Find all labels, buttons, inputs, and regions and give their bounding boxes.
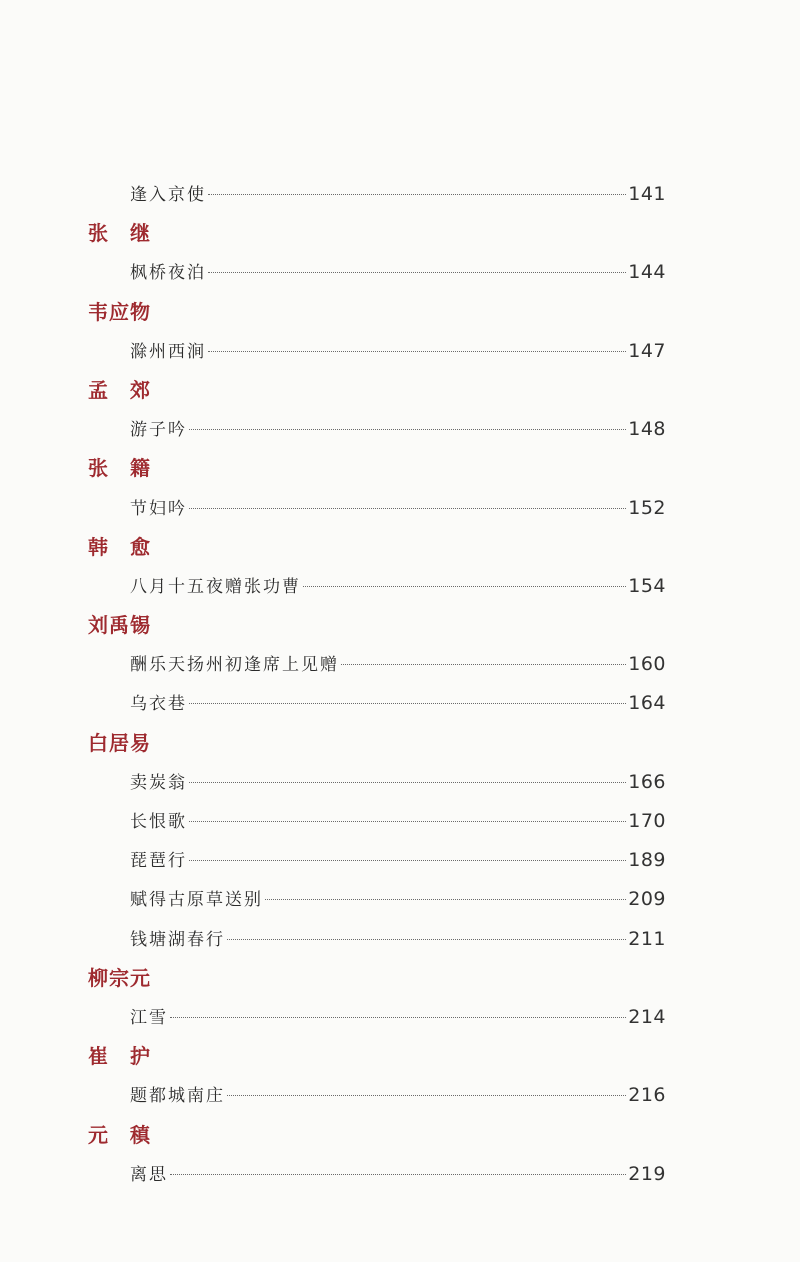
dotted-leader <box>265 899 626 900</box>
dotted-leader <box>189 860 626 861</box>
dotted-leader <box>341 664 626 665</box>
author-name: 张 继 <box>88 221 151 246</box>
page-number: 216 <box>628 1084 666 1107</box>
poem-title: 酬乐天扬州初逢席上见赠 <box>130 655 339 676</box>
toc-entry-line[interactable] <box>130 650 666 675</box>
toc-entry <box>0 407 800 446</box>
author-row <box>0 290 800 329</box>
dotted-leader <box>189 508 626 509</box>
toc-entry <box>0 995 800 1034</box>
page-number: 141 <box>628 183 666 205</box>
toc-entry-line[interactable] <box>130 572 666 597</box>
toc-entry-line[interactable] <box>130 807 666 832</box>
toc-entry-line[interactable] <box>130 846 666 871</box>
poem-title: 卖炭翁 <box>130 772 187 793</box>
toc-entry <box>0 799 800 838</box>
dotted-leader <box>170 1174 626 1175</box>
page-number: 148 <box>628 418 666 441</box>
page-number: 144 <box>628 261 666 284</box>
dotted-leader <box>208 194 626 195</box>
author-name: 刘禹锡 <box>88 613 151 638</box>
author-name: 张 籍 <box>88 456 151 481</box>
toc-entry <box>0 486 800 525</box>
page-number: 189 <box>628 849 666 872</box>
author-name: 白居易 <box>88 730 151 755</box>
poem-title: 江雪 <box>130 1007 168 1028</box>
author-row <box>0 1113 800 1152</box>
toc-entry-line[interactable] <box>130 925 666 950</box>
table-of-contents <box>0 172 800 1191</box>
dotted-leader <box>208 351 626 352</box>
dotted-leader <box>189 821 626 822</box>
poem-title: 离思 <box>130 1164 168 1185</box>
page-number: 166 <box>628 770 666 793</box>
author-row <box>0 1034 800 1073</box>
poem-title: 题都城南庄 <box>130 1086 225 1107</box>
toc-entry <box>0 838 800 877</box>
page-number: 154 <box>628 574 666 597</box>
toc-entry <box>0 917 800 956</box>
poem-title: 琵琶行 <box>130 851 187 872</box>
toc-entry <box>0 172 800 211</box>
author-row <box>0 721 800 760</box>
toc-entry-line[interactable] <box>130 1160 666 1185</box>
toc-entry-line[interactable] <box>130 258 666 283</box>
page-number: 147 <box>628 339 666 362</box>
poem-title: 游子吟 <box>130 420 187 441</box>
author-row <box>0 211 800 250</box>
page-number: 170 <box>628 810 666 832</box>
dotted-leader <box>170 1017 626 1018</box>
toc-entry <box>0 564 800 603</box>
page-number: 211 <box>628 927 666 950</box>
page-number: 164 <box>628 692 666 715</box>
poem-title: 乌衣巷 <box>130 694 187 715</box>
dotted-leader <box>303 586 626 587</box>
toc-entry-line[interactable] <box>130 689 666 714</box>
author-name: 崔 护 <box>88 1044 151 1069</box>
toc-entry-line[interactable] <box>130 337 666 362</box>
author-name: 元 稹 <box>88 1122 151 1147</box>
poem-title: 八月十五夜赠张功曹 <box>130 576 301 597</box>
author-name: 孟 郊 <box>88 377 151 402</box>
poem-title: 赋得古原草送别 <box>130 890 263 911</box>
toc-entry-line[interactable] <box>130 885 666 910</box>
author-row <box>0 446 800 485</box>
toc-entry-line[interactable] <box>130 494 666 519</box>
dotted-leader <box>189 429 626 430</box>
poem-title: 枫桥夜泊 <box>130 263 206 284</box>
page-number: 214 <box>628 1005 666 1028</box>
dotted-leader <box>208 272 626 273</box>
toc-entry <box>0 1073 800 1112</box>
toc-entry-line[interactable] <box>130 415 666 440</box>
toc-entry <box>0 1152 800 1191</box>
poem-title: 逢入京使 <box>130 185 206 205</box>
poem-title: 滁州西涧 <box>130 341 206 362</box>
dotted-leader <box>227 939 626 940</box>
author-row <box>0 956 800 995</box>
toc-entry <box>0 250 800 289</box>
toc-entry-line[interactable] <box>130 1081 666 1106</box>
page-number: 152 <box>628 496 666 519</box>
toc-entry-line[interactable] <box>130 768 666 793</box>
toc-entry <box>0 642 800 681</box>
author-name: 柳宗元 <box>88 965 151 990</box>
dotted-leader <box>189 703 626 704</box>
page-number: 209 <box>628 888 666 911</box>
page-number: 219 <box>628 1162 666 1185</box>
dotted-leader <box>189 782 626 783</box>
dotted-leader <box>227 1095 626 1096</box>
poem-title: 钱塘湖春行 <box>130 929 225 950</box>
author-name: 韩 愈 <box>88 534 151 559</box>
author-row <box>0 603 800 642</box>
toc-entry <box>0 681 800 720</box>
toc-entry <box>0 877 800 916</box>
toc-entry <box>0 760 800 799</box>
toc-entry-line[interactable] <box>130 1003 666 1028</box>
toc-entry <box>0 329 800 368</box>
author-row <box>0 368 800 407</box>
page-number: 160 <box>628 653 666 676</box>
poem-title: 长恨歌 <box>130 812 187 832</box>
author-name: 韦应物 <box>88 299 151 324</box>
toc-entry-line[interactable] <box>130 180 666 205</box>
author-row <box>0 525 800 564</box>
poem-title: 节妇吟 <box>130 498 187 519</box>
